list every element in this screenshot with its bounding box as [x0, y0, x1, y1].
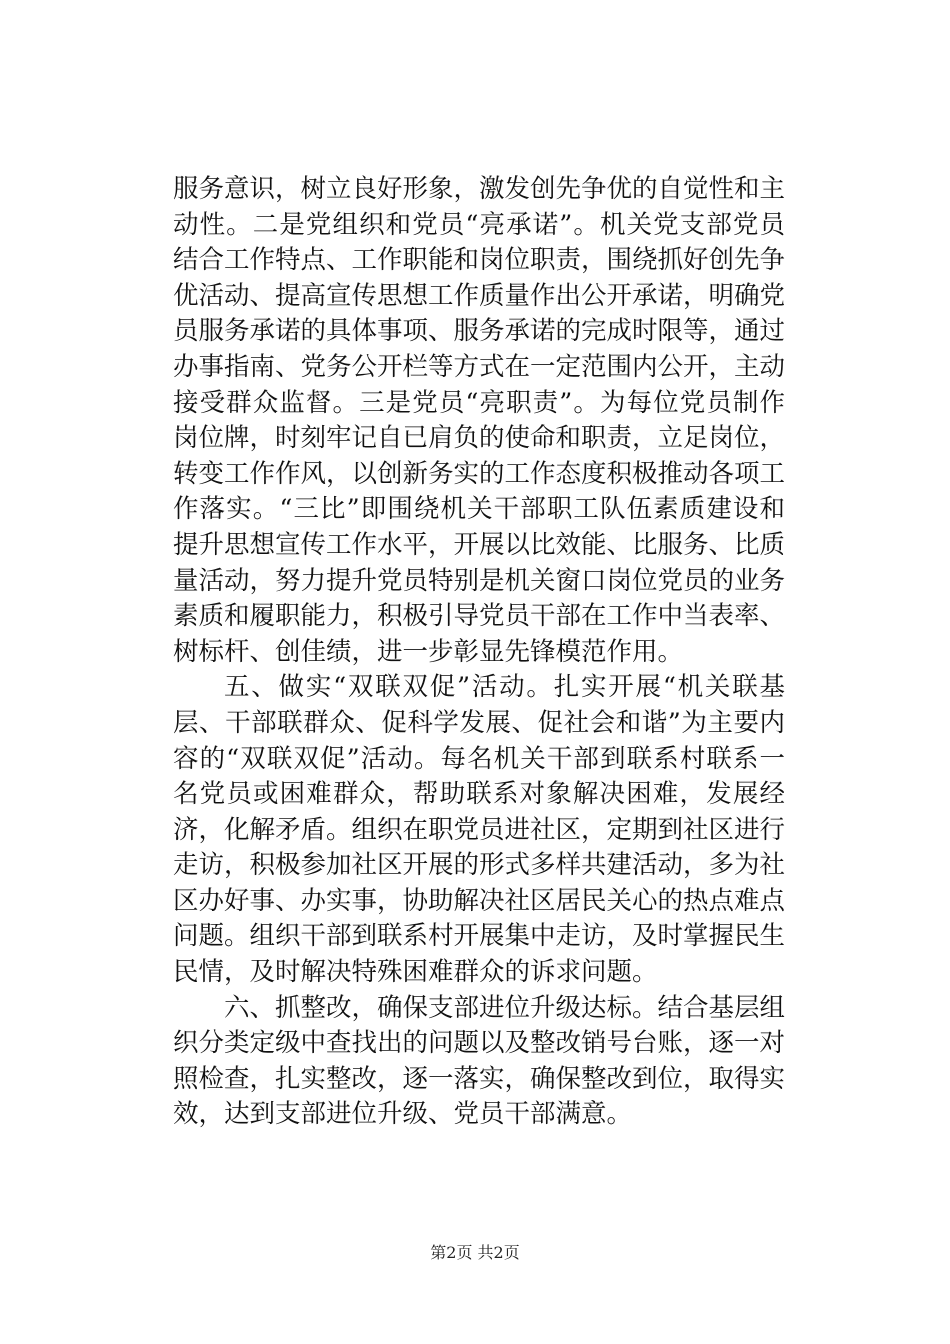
- document-body: [173, 172, 785, 1133]
- paragraph-section-five: 五、做实“双联双促”活动。扎实开展“机关联基层、干部联群众、促科学发展、促社会和谐”为主要内容的“双联双促”活动。每名机关干部到联系村联系一名党员或困难群众，帮助联系对象解决困难，发展经济，化解矛盾。组织在职党员进社区，定期到社区进行走访，积极参加社区开展的形式多样共建活动，多为社区办好事、办实事，协助解决社区居民关心的热点难点问题。组织干部到联系村开展集中走访，及时掌握民生民情，及时解决特殊困难群众的诉求问题。: [173, 672, 786, 988]
- paragraph-continuation: 服务意识，树立良好形象，激发创先争优的自觉性和主动性。二是党组织和党员“亮承诺”。机关党支部党员结合工作特点、工作职能和岗位职责，围绕抓好创先争优活动、提高宣传思想工作质量作出公开承诺，明确党员服务承诺的具体事项、服务承诺的完成时限等，通过办事指南、党务公开栏等方式在一定范围内公开，主动接受群众监督。三是党员“亮职责”。为每位党员制作岗位牌，时刻牢记自已肩负的使命和职责，立足岗位，转变工作作风，以创新务实的工作态度积极推动各项工作落实。“三比”即围绕机关干部职工队伍素质建设和提升思想宣传工作水平，开展以比效能、比服务、比质量活动，努力提升党员特别是机关窗口岗位党员的业务素质和履职能力，积极引导党员干部在工作中当表率、树标杆、创佳绩，进一步彰显先锋模范作用。: [173, 174, 786, 667]
- page-footer: 第2页 共2页: [430, 1243, 520, 1262]
- paragraph-section-six: 六、抓整改，确保支部进位升级达标。结合基层组织分类定级中查找出的问题以及整改销号台账，逐一对照检查，扎实整改，逐一落实，确保整改到位，取得实效，达到支部进位升级、党员干部满意。: [173, 992, 786, 1130]
